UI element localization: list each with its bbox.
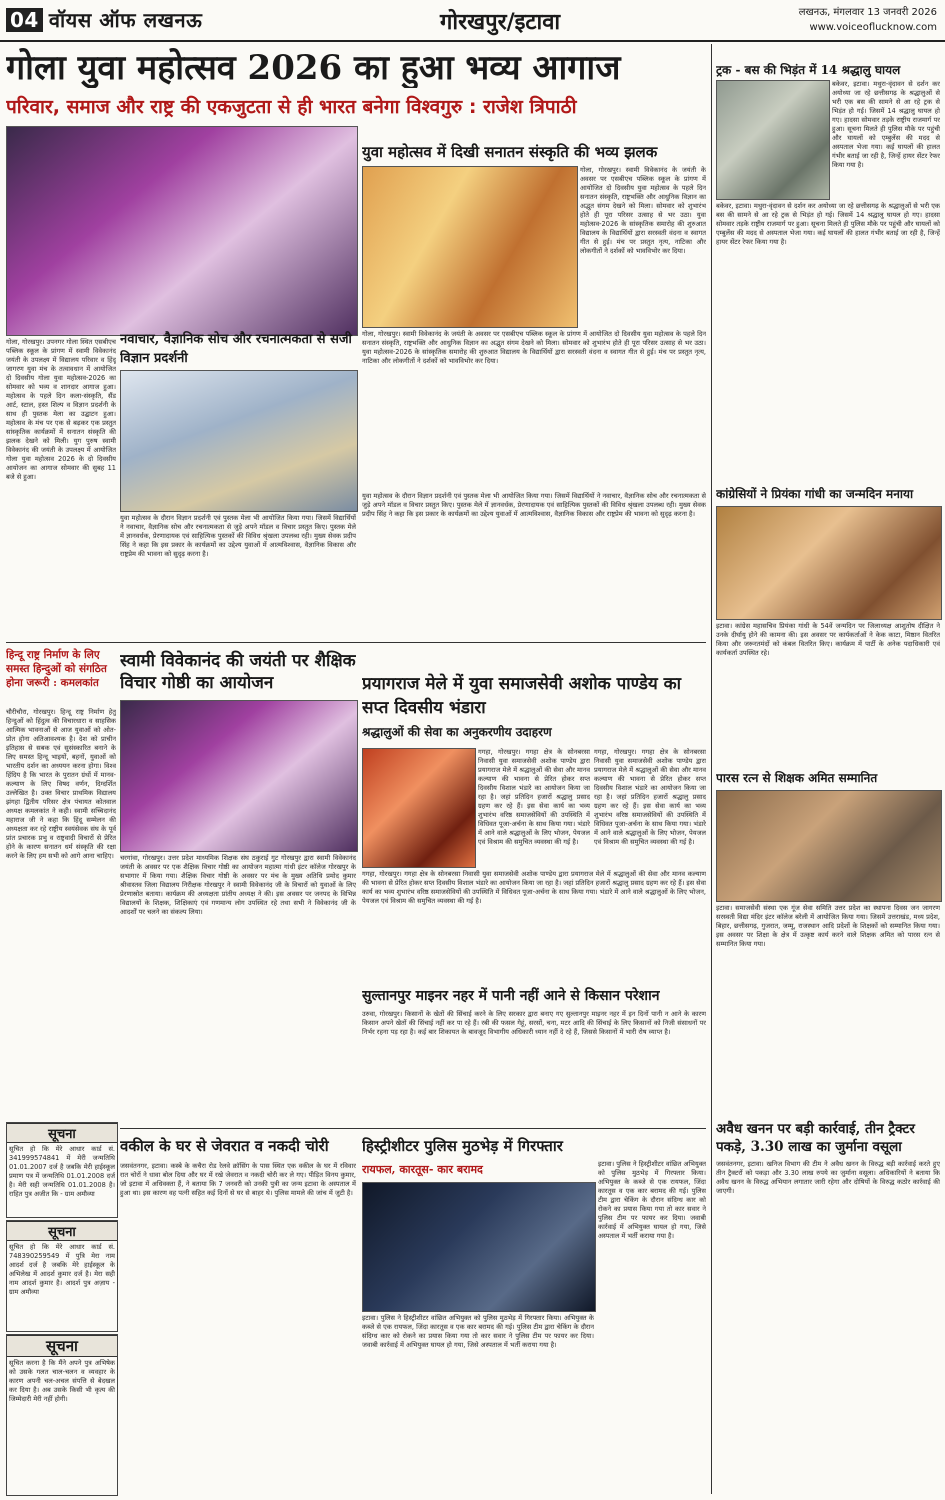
tractor-body: जसवंतनगर, इटावा। खनिज विभाग की टीम ने अवैध खनन के विरुद्ध बड़ी कार्रवाई करते हुए तीन ट्रैक्टरों को पकड़ा और 3.30 लाख रुपये का जुर्माना वसूला। अधिकारियों ने बताया कि अवैध खनन के विरुद्ध अभियान लगातार जारी रहेगा और दोषियों के विरुद्ध कठोर कार्रवाई की जाएगी। [716, 1160, 940, 1195]
vivekanand-headline: स्वामी विवेकानंद की जयंती पर शैक्षिक विचार गोष्ठी का आयोजन [120, 651, 356, 693]
website: www.voiceoflucknow.com [809, 22, 937, 33]
notice-title: सूचना [7, 1123, 117, 1143]
priyanka-headline: कांग्रेसियों ने प्रियंका गांधी का जन्मदिन मनाया [716, 487, 914, 501]
divider [6, 642, 706, 643]
encounter-subhead: रायफल, कारतूस- कार बरामद [362, 1163, 483, 1176]
masthead-paper [6, 6, 202, 33]
jewelry-body: जसवंतनगर, इटावा। कस्बे के कचैरा रोड रेलवे क्रॉसिंग के पास स्थित एक वकील के घर में रविवार रात चोरों ने धावा बोल दिया और घर में रखे जेवरात व नकदी चोरी कर ले गए। पीड़ित विनय कुमार, जो इटावा में अधिवक्ता हैं, ने बताया कि 7 जनवरी को उनकी पुत्री का जन्म इटावा के अस्पताल में हुआ था। इस कारण वह पत्नी सहित कई दिनों से घर से बाहर थे। पुलिस मामले की जांच में जुटी है। [120, 1162, 356, 1197]
canal-headline: सुल्तानपुर माइनर नहर में पानी नहीं आने से किसान परेशान [362, 988, 660, 1004]
canal-body: उरुवा, गोरखपुर। किसानों के खेतों की सिंचाई करने के लिए सरकार द्वारा बनाए गए सुल्तानपुर माइनर नहर में इन दिनों पानी न आने के कारण किसान अपने खेतों की सिंचाई नहीं कर पा रहे हैं। रबी की फसल गेहूं, सरसों, चना, मटर आदि की सिंचाई के लिए किसानों को निजी संसाधनों पर निर्भर रहना पड़ रहा है। कई बार शिकायत के बावजूद विभागीय अधिकारी ध्यान नहीं दे रहे हैं, जिससे किसानों में भारी रोष व्याप्त है। [362, 1010, 706, 1036]
notice-body: सूचित हो कि मेरे आधार कार्ड सं. 341999574841 में मेरी जन्मतिथि 01.01.2007 दर्ज है जबकि मेरी हाईस्कूल प्रमाण पत्र में जन्मतिथि 01.01.2008 दर्ज है। मेरी सही जन्मतिथि 01.01.2008 है। राहित पुत्र अजीत कि - ग्राम अमौव्या [9, 1145, 115, 1198]
priyanka-body: इटावा। कांग्रेस महासचिव प्रियंका गांधी के 54वें जन्मदिन पर जिलाध्यक्ष आशुतोष दीक्षित ने उनके दीर्घायु होने की कामना की। इस अवसर पर कार्यकर्ताओं ने केक काटा, मिष्ठान वितरित किया और जरूरतमंदों को कंबल वितरित किए। कार्यक्रम में पार्टी के अनेक पदाधिकारी एवं कार्यकर्ता उपस्थित रहे। [716, 622, 940, 657]
science-photo [120, 370, 358, 512]
prayagraj-body-c: गगहा, गोरखपुर। गगहा क्षेत्र के सोनबरसा निवासी युवा समाजसेवी अशोक पाण्डेय द्वारा प्रयागराज मेले में श्रद्धालुओं की सेवा और मानव कल्याण की भावना से प्रेरित होकर सप्त दिवसीय विशाल भंडारे का आयोजन किया जा रहा है। जहां प्रतिदिन हजारों श्रद्धालु प्रसाद ग्रहण कर रहे हैं। इस सेवा कार्य का भव्य शुभारंभ वरिष्ठ समाजसेवियों की उपस्थिति में विधिवत पूजा-अर्चना के साथ किया गया। भंडारे में आने वाले श्रद्धालुओं के लिए भोजन, पेयजल एवं विश्राम की समुचित व्यवस्था की गई है। [362, 870, 706, 905]
paras-body: इटावा। समाजसेवी संस्था एक गूंज सेवा समिति उत्तर प्रदेश का स्थापना दिवस जन जागरण सरस्वती विद्या मंदिर इंटर कॉलेज बरेली में आयोजित किया गया। जिसमें उत्तराखंड, मध्य प्रदेश, बिहार, छत्तीसगढ़, गुजरात, जम्मू, राजस्थान आदि प्रदेशों के शिक्षकों को सम्मानित किया गया। इस अवसर पर शिक्षा के क्षेत्र में उत्कृष्ट कार्य करने वाले शिक्षक अमित को पारस रत्न से सम्मानित किया गया। [716, 904, 940, 948]
lead-headline: गोला युवा महोत्सव 2026 का हुआ भव्य आगाज [6, 48, 621, 88]
science-body: युवा महोत्सव के दौरान विज्ञान प्रदर्शनी एवं पुस्तक मेला भी आयोजित किया गया। जिसमें विद्यार्थियों ने नवाचार, वैज्ञानिक सोच और रचनात्मकता से जुड़े अपने मॉडल व विचार प्रस्तुत किए। पुस्तक मेले में ज्ञानवर्धक, प्रेरणादायक एवं साहित्यिक पुस्तकों की विविध श्रृंखला उपलब्ध रही। मुख्य सेवक प्रदीप सिंह ने कहा कि इस प्रकार के कार्यक्रमों का उद्देश्य युवाओं में आत्मविश्वास, वैज्ञानिक विकास और राष्ट्रप्रेम की भावना को सुदृढ़ करना है। [120, 514, 356, 558]
prayagraj-body-a: गगहा, गोरखपुर। गगहा क्षेत्र के सोनबरसा निवासी युवा समाजसेवी अशोक पाण्डेय द्वारा प्रयागराज मेले में श्रद्धालुओं की सेवा और मानव कल्याण की भावना से प्रेरित होकर सप्त दिवसीय विशाल भंडारे का आयोजन किया जा रहा है। जहां प्रतिदिन हजारों श्रद्धालु प्रसाद ग्रहण कर रहे हैं। इस सेवा कार्य का भव्य शुभारंभ वरिष्ठ समाजसेवियों की उपस्थिति में विधिवत पूजा-अर्चना के साथ किया गया। भंडारे में आने वाले श्रद्धालुओं के लिए भोजन, पेयजल एवं विश्राम की समुचित व्यवस्था की गई है। [478, 748, 590, 846]
tractor-headline: अवैध खनन पर बड़ी कार्रवाई, तीन ट्रैक्टर पकड़े, 3.30 लाख का जुर्माना वसूला [716, 1121, 915, 1155]
notice-title: सूचना [7, 1221, 117, 1241]
vivekanand-body: चरगांवा, गोरखपुर। उत्तर प्रदेश माध्यमिक शिक्षक संघ ठकुराई गुट गोरखपुर द्वारा स्वामी विवेकानंद जयंती के अवसर पर एक शैक्षिक विचार गोष्ठी का आयोजन महात्मा गांधी इंटर कॉलेज गोरखपुर के सभागार में किया गया। शैक्षिक विचार गोष्ठी के अवसर पर मंच के मुख्य अतिथि प्रमोद कुमार श्रीवास्तव जिला विद्यालय निरीक्षक गोरखपुर ने स्वामी विवेकानंद जी के विचारों को युवाओं के लिए प्रेरणास्रोत बताया। कार्यक्रम की अध्यक्षता प्रांतीय अध्यक्ष ने की। इस अवसर पर जनपद के विभिन्न विद्यालयों के शिक्षक, शिक्षिकाएं एवं गणमान्य लोग उपस्थित रहे तथा सभी ने विवेकानंद जी के आदर्शों पर चलने का संकल्प लिया। [120, 854, 356, 916]
culture-headline: युवा महोत्सव में दिखी सनातन संस्कृति की भव्य झलक [362, 143, 658, 161]
notice-box-2 [6, 1220, 118, 1332]
hindu-unity-headline: हिन्दू राष्ट्र निर्माण के लिए समस्त हिन्दुओं को संगठित होना जरूरी : कमलकांत [6, 649, 107, 689]
accident-photo [716, 80, 830, 200]
jewelry-headline: वकील के घर से जेवरात व नकदी चोरी [120, 1137, 329, 1155]
paras-headline: पारस रत्न से शिक्षक अमित सम्मानित [716, 771, 878, 785]
lead-photo [6, 126, 358, 336]
section-name: गोरखपुर/इटावा [440, 9, 561, 35]
notice-box-3 [6, 1334, 118, 1496]
accident-headline: ट्रक - बस की भिड़ंत में 14 श्रद्धालु घायल [716, 63, 901, 77]
science-body-cont: युवा महोत्सव के दौरान विज्ञान प्रदर्शनी एवं पुस्तक मेला भी आयोजित किया गया। जिसमें विद्यार्थियों ने नवाचार, वैज्ञानिक सोच और रचनात्मकता से जुड़े अपने मॉडल व विचार प्रस्तुत किए। पुस्तक मेले में ज्ञानवर्धक, प्रेरणादायक एवं साहित्यिक पुस्तकों की विविध श्रृंखला उपलब्ध रही। मुख्य सेवक प्रदीप सिंह ने कहा कि इस प्रकार के कार्यक्रमों का उद्देश्य युवाओं में आत्मविश्वास, वैज्ञानिक विकास और राष्ट्रप्रेम की भावना को सुदृढ़ करना है। [362, 492, 706, 518]
masthead-meta [799, 5, 937, 35]
science-headline: नवाचार, वैज्ञानिक सोच और रचनात्मकता से सजी विज्ञान प्रदर्शनी [120, 332, 352, 366]
encounter-body-a: इटावा। पुलिस ने हिस्ट्रीशीटर वांछित अभियुक्त को पुलिस मुठभेड़ में गिरफ्तार किया। अभियुक्त के कब्जे से एक रायफल, जिंदा कारतूस व एक कार बरामद की गई। पुलिस टीम द्वारा चेकिंग के दौरान संदिग्ध कार को रोकने का प्रयास किया गया तो कार सवार ने पुलिस टीम पर फायर कर दिया। जवाबी कार्रवाई में अभियुक्त घायल हो गया, जिसे अस्पताल में भर्ती कराया गया है। [598, 1160, 706, 1240]
prayagraj-headline: प्रयागराज मेले में युवा समाजसेवी अशोक पाण्डेय का सप्त दिवसीय भंडारा [362, 674, 682, 718]
culture-photo [362, 166, 578, 328]
vivekanand-photo [120, 700, 358, 852]
culture-body-b: गोला, गोरखपुर। स्वामी विवेकानंद के जयंती के अवसर पर एसबीएच पब्लिक स्कूल के प्रांगण में आयोजित दो दिवसीय युवा महोत्सव के पहले दिन सनातन संस्कृति, राष्ट्रभक्ति और आधुनिक विज्ञान का अद्भुत संगम देखने को मिला। सोमवार को शुभारंभ होते ही पूरा परिसर उत्साह से भर उठा। युवा महोत्सव-2026 के सांस्कृतिक समारोह की शुरुआत विद्यालय के विद्यार्थियों द्वारा सरस्वती वंदना व स्वागत गीत से हुई। मंच पर प्रस्तुत नृत्य, नाटिका और लोकगीतों ने दर्शकों को भावविभोर कर दिया। [362, 330, 706, 365]
notice-title: सूचना [7, 1335, 117, 1357]
notice-body: सूचित हो कि मेरे आधार कार्ड सं. 748390259549 में पुत्रि मेरा नाम आदर्श दर्ज है जबकि मेरे हाईस्कूल के अभिलेख में आदर्श कुमार दर्ज है। मेरा सही नाम आदर्श कुमार है। आदर्श पुत्र अज़ाय - ग्राम अमौव्या [9, 1243, 115, 1296]
accident-body-a: बकेवर, इटावा। मथुरा-वृंदावन से दर्शन कर अयोध्या जा रहे छत्तीसगढ़ के श्रद्धालुओं से भरी एक बस की सामने से आ रहे ट्रक से भिड़ंत हो गई। जिसमें 14 श्रद्धालु घायल हो गए। हादसा सोमवार तड़के राष्ट्रीय राजमार्ग पर हुआ। सूचना मिलते ही पुलिस मौके पर पहुंची और घायलों को एम्बुलेंस की मदद से अस्पताल भेजा गया। कई घायलों की हालत गंभीर बताई जा रही है, जिन्हें हायर सेंटर रेफर किया गया है। [832, 80, 940, 169]
dateline: लखनऊ, मंगलवार 13 जनवरी 2026 [798, 7, 937, 18]
encounter-headline: हिस्ट्रीशीटर पुलिस मुठभेड़ में गिरफ्तार [362, 1137, 563, 1155]
notice-body: सूचित करना है कि मैंने अपने पुत्र अभिषेक को उसके गलत चाल-चलन व व्यवहार के कारण अपनी चल-अचल संपत्ति से बेदखल कर दिया है। अब उसके किसी भी कृत्य की जिम्मेदारी मेरी नहीं होगी। [9, 1359, 115, 1403]
accident-body-b: बकेवर, इटावा। मथुरा-वृंदावन से दर्शन कर अयोध्या जा रहे छत्तीसगढ़ के श्रद्धालुओं से भरी एक बस की सामने से आ रहे ट्रक से भिड़ंत हो गई। जिसमें 14 श्रद्धालु घायल हो गए। हादसा सोमवार तड़के राष्ट्रीय राजमार्ग पर हुआ। सूचना मिलते ही पुलिस मौके पर पहुंची और घायलों को एम्बुलेंस की मदद से अस्पताल भेजा गया। कई घायलों की हालत गंभीर बताई जा रही है, जिन्हें हायर सेंटर रेफर किया गया है। [716, 202, 940, 246]
encounter-photo [362, 1182, 596, 1312]
notice-box-1 [6, 1122, 118, 1218]
lead-subhead: परिवार, समाज और राष्ट्र की एकजुटता से ही भारत बनेगा विश्वगुरु : राजेश त्रिपाठी [6, 96, 577, 118]
hindu-unity-body: चौरीचौरा, गोरखपुर। हिन्दू राष्ट्र निर्माण हेतु हिन्दुओं को हिंदुत्व की विचारधारा व साहसिक आत्मिक भावनाओं से आज युवाओं को ओत-प्रोत होना अतिआवश्यक है। देश को प्राचीन इतिहास से सबक एवं सुसंस्कारित बनाने के लिए समस्त हिन्दू भाइयों, बहनों, युवाओं को भारतीय दर्शन का अध्ययन करना होगा। विश्व हिंदिय है कि भारत के पुरातन ग्रंथों में मानव-कल्याण के लिए विषद वर्णन, दिग्दर्शित उल्लेखित है। उक्त विचार प्राथमिक विद्यालय झंगहा द्वितीय परिसर क्षेत्र पंचायत कोतवाल अध्यक्ष कमलकांत ने कही। स्वामी सच्चिदानंद महाराज जी ने कहा कि हिंदू सम्मेलन की अध्यक्षता कर रहे राष्ट्रीय स्वयंसेवक संघ के पूर्व प्रांत प्रचारक प्रभु व राष्ट्रवादी विचारों से प्रेरित होने के कारण सनातन धर्म संस्कृति की रक्षा करने के लिए हम सभी को आगे आना चाहिए। [6, 708, 116, 860]
encounter-body-b: इटावा। पुलिस ने हिस्ट्रीशीटर वांछित अभियुक्त को पुलिस मुठभेड़ में गिरफ्तार किया। अभियुक्त के कब्जे से एक रायफल, जिंदा कारतूस व एक कार बरामद की गई। पुलिस टीम द्वारा चेकिंग के दौरान संदिग्ध कार को रोकने का प्रयास किया गया तो कार सवार ने पुलिस टीम पर फायर कर दिया। जवाबी कार्रवाई में अभियुक्त घायल हो गया, जिसे अस्पताल में भर्ती कराया गया है। [362, 1314, 594, 1349]
prayagraj-photo [362, 748, 476, 868]
lead-body: गोला, गोरखपुर। उपनगर गोला स्थित एसबीएच पब्लिक स्कूल के प्रांगण में स्वामी विवेकानंद जयंती के उपलक्ष्य में विद्यालय परिवार व हिंदू जागरण युवा मंच के तत्वावधान में आयोजित दो दिवसीय गोला युवा महोत्सव-2026 का सोमवार को भव्य व शानदार आगाज हुआ। महोत्सव के पहले दिन कला-संस्कृति, सैंड आर्ट, स्टाल, हस्त शिल्प व विज्ञान प्रदर्शनी के साथ ही पुस्तक मेला का उद्घाटन हुआ। महोत्सव के मंच पर एक से बढ़कर एक प्रस्तुत सांस्कृतिक कार्यक्रमों में सनातन संस्कृति की झलक देखने को मिली। युग पुरुष स्वामी विवेकानंद की जयंती के उपलक्ष्य में आयोजित गोला युवा महोत्सव 2026 के दो दिवसीय आयोजन का आगाज सोमवार की सुबह 11 बजे से हुआ। [6, 338, 116, 481]
paras-photo [716, 790, 942, 902]
masthead [0, 0, 945, 42]
page-number: 04 [6, 8, 43, 32]
divider [120, 1128, 706, 1129]
paper-name: वॉयस ऑफ लखनऊ [48, 8, 203, 32]
culture-body-a: गोला, गोरखपुर। स्वामी विवेकानंद के जयंती के अवसर पर एसबीएच पब्लिक स्कूल के प्रांगण में आयोजित दो दिवसीय युवा महोत्सव के पहले दिन सनातन संस्कृति, राष्ट्रभक्ति और आधुनिक विज्ञान का अद्भुत संगम देखने को मिला। सोमवार को शुभारंभ होते ही पूरा परिसर उत्साह से भर उठा। युवा महोत्सव-2026 के सांस्कृतिक समारोह की शुरुआत विद्यालय के विद्यार्थियों द्वारा सरस्वती वंदना व स्वागत गीत से हुई। मंच पर प्रस्तुत नृत्य, नाटिका और लोकगीतों ने दर्शकों को भावविभोर कर दिया। [580, 166, 706, 255]
prayagraj-body-b: गगहा, गोरखपुर। गगहा क्षेत्र के सोनबरसा निवासी युवा समाजसेवी अशोक पाण्डेय द्वारा प्रयागराज मेले में श्रद्धालुओं की सेवा और मानव कल्याण की भावना से प्रेरित होकर सप्त दिवसीय विशाल भंडारे का आयोजन किया जा रहा है। जहां प्रतिदिन हजारों श्रद्धालु प्रसाद ग्रहण कर रहे हैं। इस सेवा कार्य का भव्य शुभारंभ वरिष्ठ समाजसेवियों की उपस्थिति में विधिवत पूजा-अर्चना के साथ किया गया। भंडारे में आने वाले श्रद्धालुओं के लिए भोजन, पेयजल एवं विश्राम की समुचित व्यवस्था की गई है। [594, 748, 706, 846]
prayagraj-subhead: श्रद्धालुओं की सेवा का अनुकरणीय उदाहरण [362, 725, 552, 739]
priyanka-photo [716, 506, 942, 620]
column-rule [711, 44, 712, 1494]
